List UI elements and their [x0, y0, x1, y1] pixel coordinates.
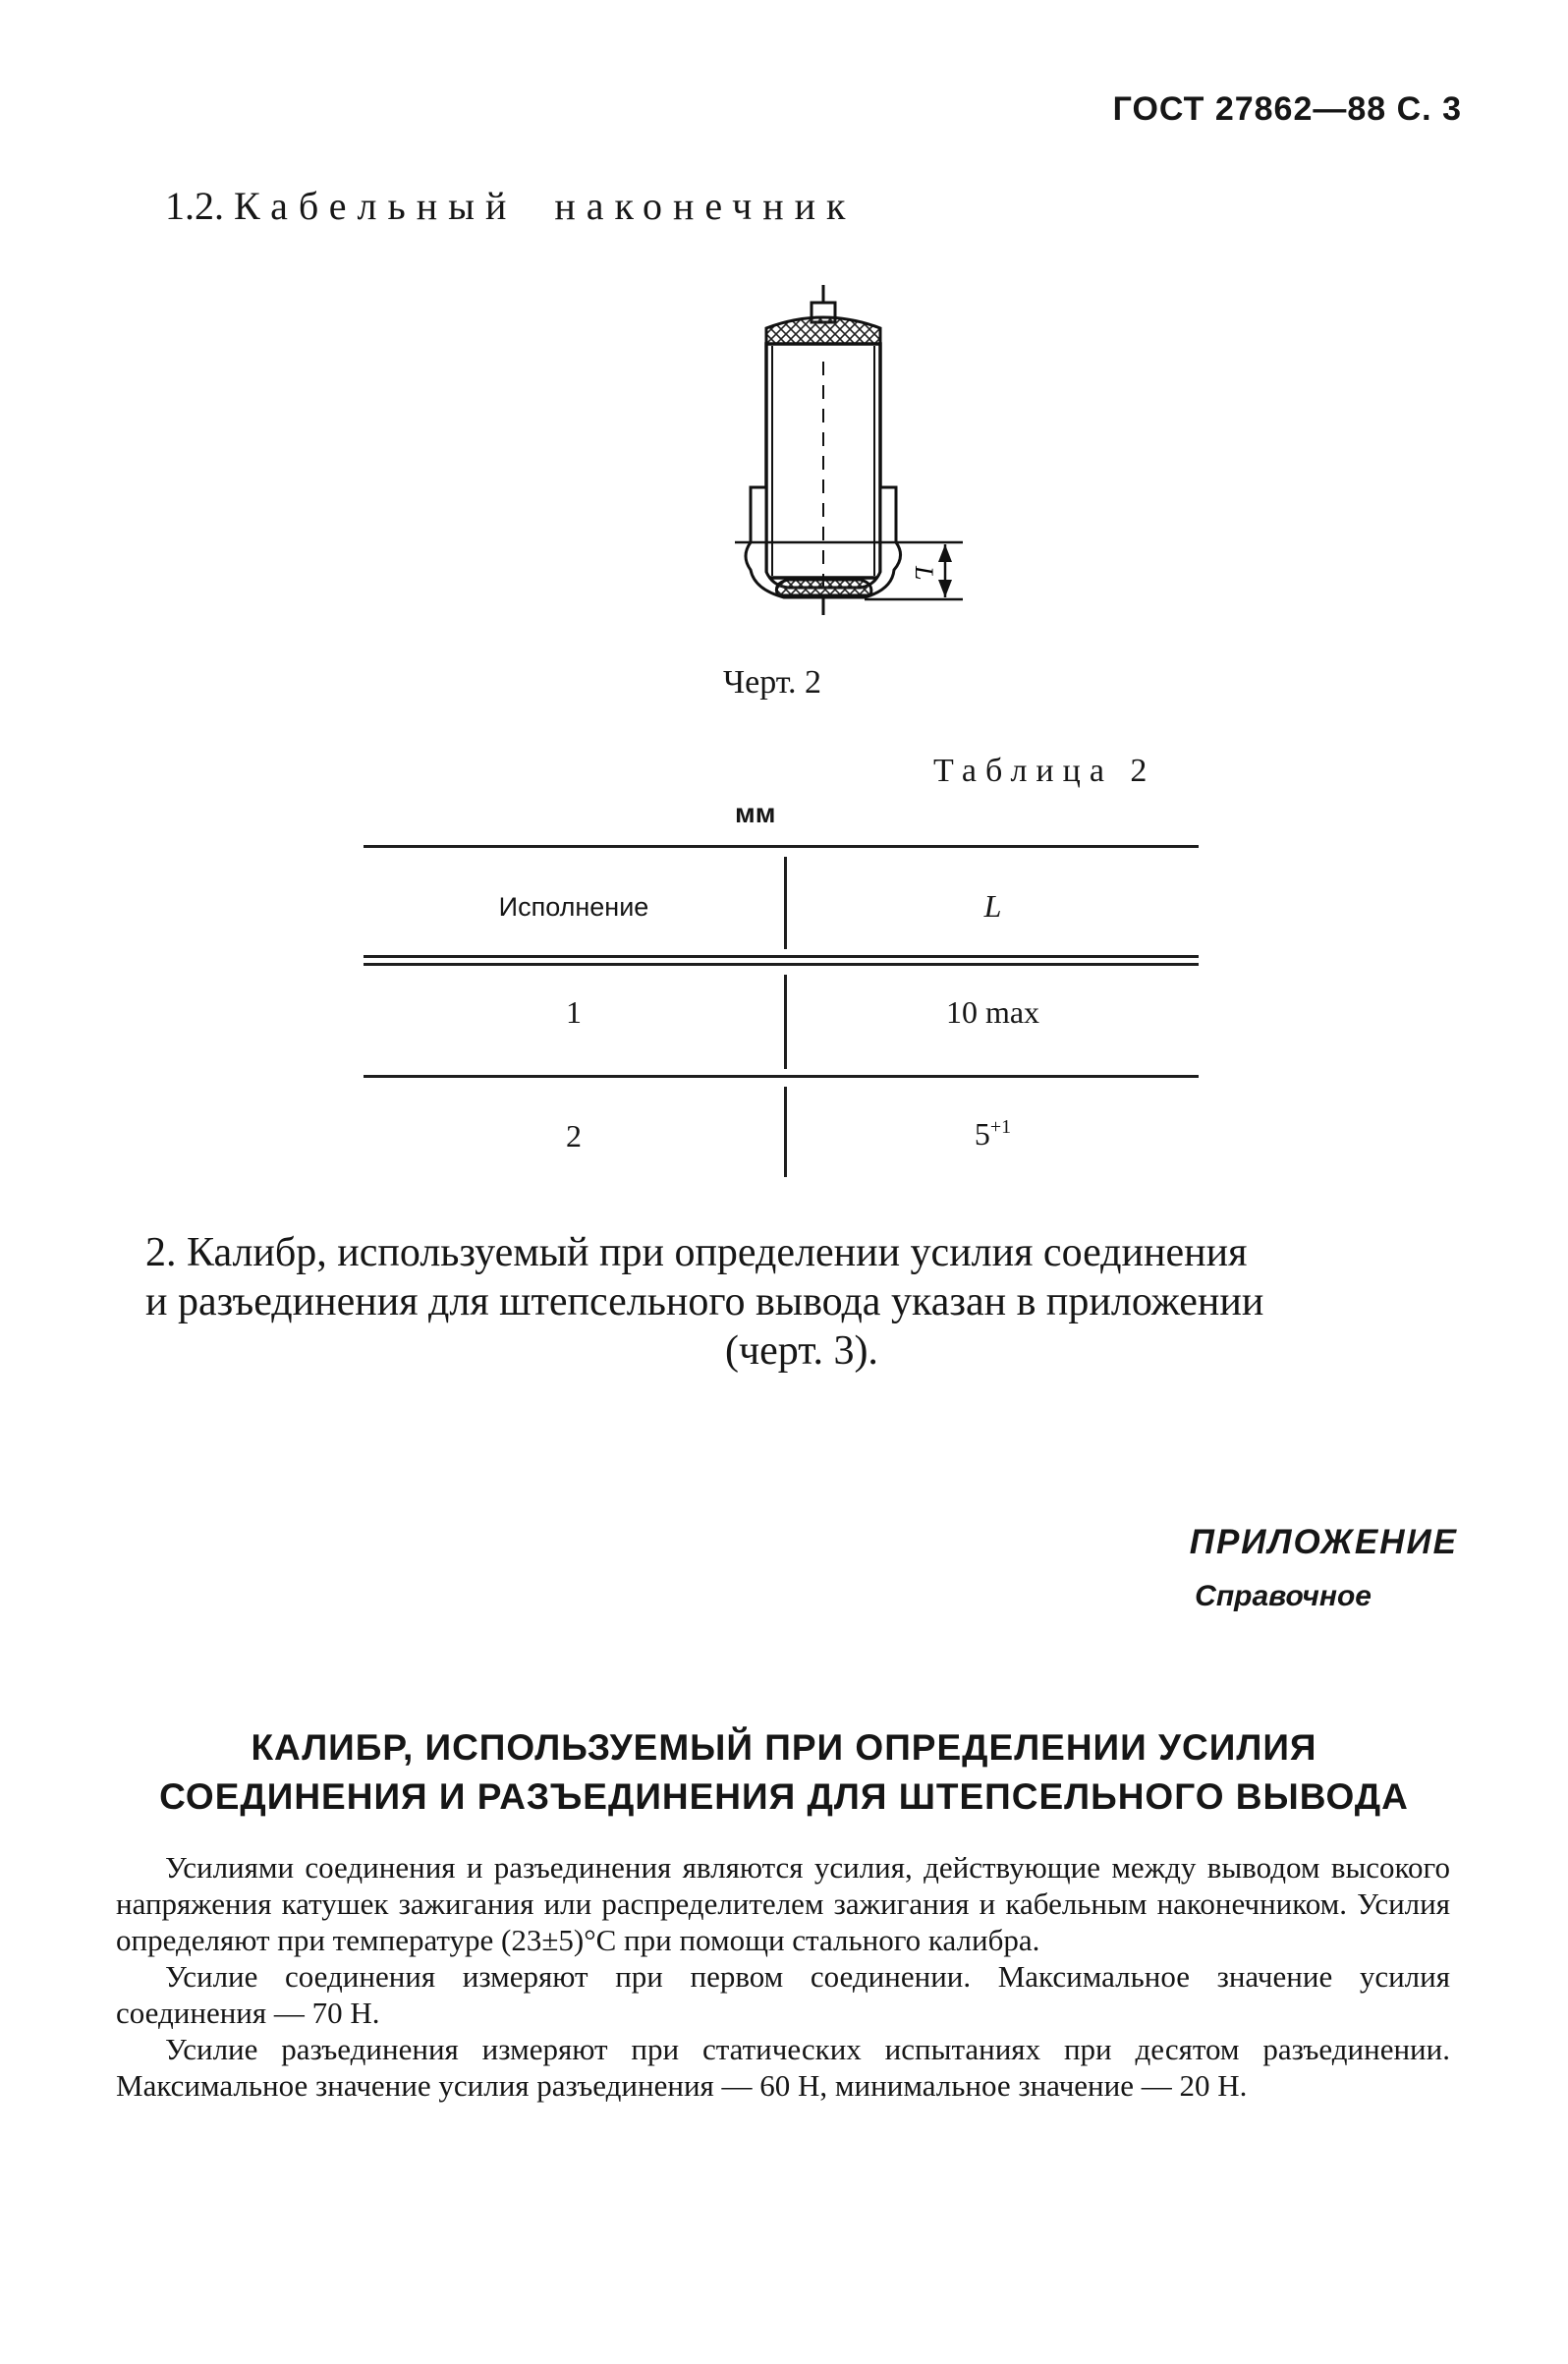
dimension-label: L — [910, 566, 938, 581]
table-cell-variant: 2 — [566, 1118, 582, 1154]
table-top-rule — [364, 845, 1199, 848]
table-header-rule-1 — [364, 955, 1199, 958]
appendix-subtitle: Справочное — [1195, 1580, 1372, 1612]
table-cell-length: $5^{+1}$ — [974, 1116, 1012, 1152]
body-paragraph: Усилие разъединения измеряют при статических испытаниях при десятом разъединении. Максимальное значение усилия разъединения — 60 Н, минимальное значение — 20 Н. — [116, 2032, 1450, 2103]
table-unit: мм — [735, 798, 776, 828]
paragraph-2: 2. Калибр, используемый при определении усилия соединения и разъединения для штепсельного вывода указан в приложении (черт. 3). — [145, 1230, 1264, 1374]
figure-caption: Черт. 2 — [723, 664, 822, 701]
section-number: 1.2. — [165, 184, 224, 228]
body-paragraph: Усилиями соединения и разъединения являются усилия, действующие между выводом высокого напряжения катушек зажигания или распределителем зажигания и кабельным наконечником. Усилия определяют при температуре (23±5)°С при помощи стального калибра. — [116, 1850, 1450, 1957]
appendix-label: ПРИЛОЖЕНИЕ — [1189, 1523, 1458, 1561]
cable-terminal-drawing — [727, 285, 982, 653]
tolerance-superscript: +1 — [989, 1116, 1012, 1138]
table-caption: Таблица 2 — [933, 753, 1156, 789]
table-cell-variant: 1 — [566, 994, 582, 1030]
column-header-length: L — [983, 888, 1002, 924]
bottom-cap — [776, 580, 871, 595]
section-title-word2: наконечник — [554, 184, 857, 228]
table-cell-length: 10 max — [945, 994, 1040, 1030]
section-heading — [165, 183, 856, 229]
table-row-rule — [364, 1075, 1199, 1078]
appendix-body — [116, 1849, 1450, 2104]
section-title-word1: Кабельный — [234, 184, 518, 228]
dimensions-table — [364, 845, 1199, 1179]
cable-terminal-svg — [727, 285, 982, 648]
table-header-rule-2 — [364, 963, 1199, 966]
page-header: ГОСТ 27862—88 С. 3 — [1112, 90, 1462, 128]
appendix-title: КАЛИБР, ИСПОЛЬЗУЕМЫЙ ПРИ ОПРЕДЕЛЕНИИ УСИЛИЯ СОЕДИНЕНИЯ И РАЗЪЕДИНЕНИЯ ДЛЯ ШТЕПСЕЛЬНОГО ВЫВОДА — [159, 1727, 1409, 1817]
body-paragraph: Усилие соединения измеряют при первом соединении. Максимальное значение усилия соединения — 70 Н. — [116, 1959, 1450, 2030]
column-header-variant: Исполнение — [498, 892, 649, 922]
